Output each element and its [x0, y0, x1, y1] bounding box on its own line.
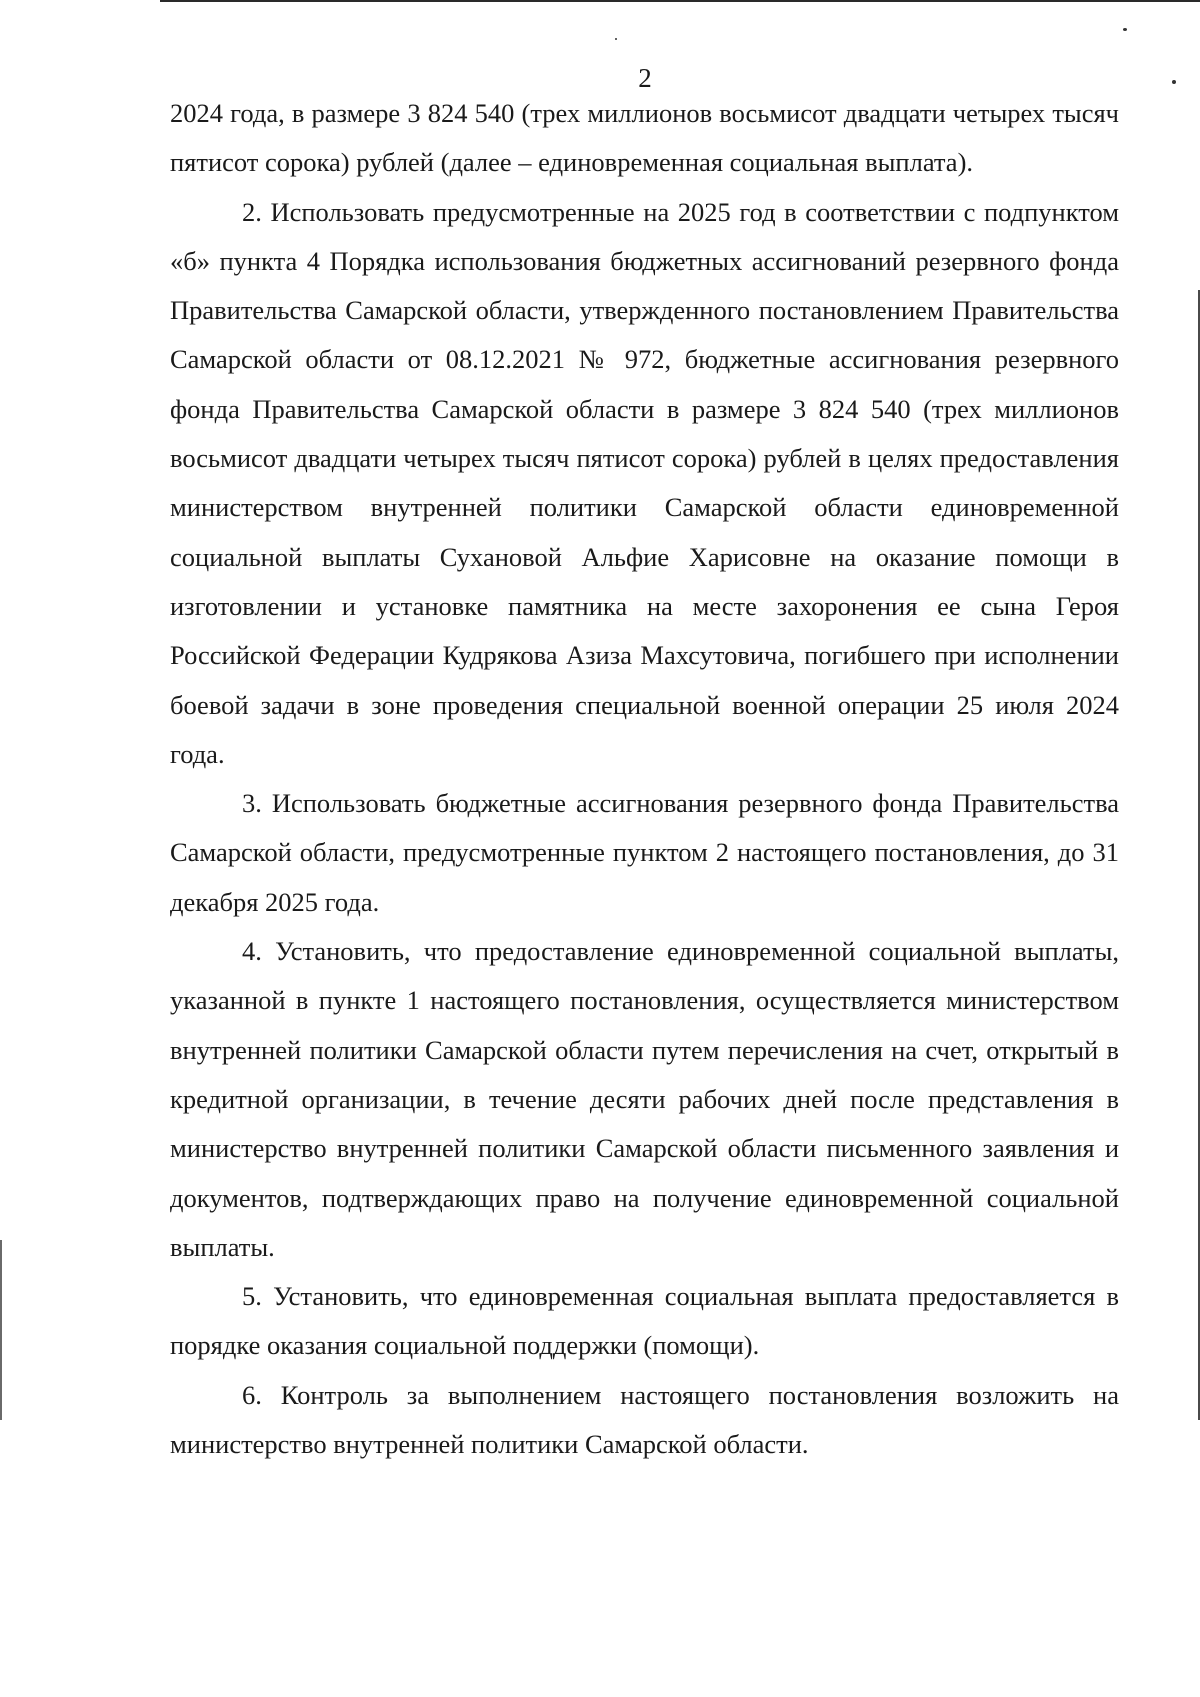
- paragraph-continuation: 2024 года, в размере 3 824 540 (трех миллионов восьмисот двадцати четырех тысяч пятисот сорока) рублей (далее – единовременная социальная выплата).: [170, 98, 1119, 178]
- scan-speck: [615, 38, 617, 40]
- paragraph-item-6: 6. Контроль за выполнением настоящего постановления возложить на министерство внутренней политики Самарской области.: [170, 1379, 1119, 1460]
- scan-speck: [1123, 28, 1127, 31]
- paragraph-item-2: 2. Использовать предусмотренные на 2025 год в соответствии с подпунктом «б» пункта 4 Порядка использования бюджетных ассигнований резервного фонда Правительства Самарской области, утвержденного постановлением Правительства Самарской области от 08.12.2021 № 972, бюджетные ассигнования резервного фонда Правительства Самарской области в размере 3 824 540 (трех миллионов восьмисот двадцати четырех тысяч пятисот сорока) рублей в целях предоставления министерством внутренней политики Самарской области единовременной социальной выплаты Сухановой Альфие Харисовне на оказание помощи в изготовлении и установке памятника на месте захоронения ее сына Героя Российской Федерации Кудрякова Азиза Махсутовича, погибшего при исполнении боевой задачи в зоне проведения специальной военной операции 25 июля 2024 года.: [170, 196, 1119, 769]
- page-number: 2: [638, 63, 652, 93]
- paragraph-item-5: 5. Установить, что единовременная социальная выплата предоставляется в порядке оказания социальной поддержки (помощи).: [170, 1281, 1119, 1361]
- scan-left-edge-line: [0, 1240, 2, 1420]
- paragraph-item-4: 4. Установить, что предоставление единовременной социальной выплаты, указанной в пункте 1 настоящего постановления, осуществляется министерством внутренней политики Самарской области путем перечисления на счет, открытый в кредитной организации, в течение десяти рабочих дней после представления в министерство внутренней политики Самарской области письменного заявления и документов, подтверждающих право на получение единовременной социальной выплаты.: [170, 936, 1119, 1262]
- paragraph-item-3: 3. Использовать бюджетные ассигнования резервного фонда Правительства Самарской области, предусмотренные пунктом 2 настоящего постановления, до 31 декабря 2025 года.: [170, 788, 1119, 917]
- scan-top-edge-line: [160, 0, 1200, 2]
- document-body: [170, 89, 1119, 1469]
